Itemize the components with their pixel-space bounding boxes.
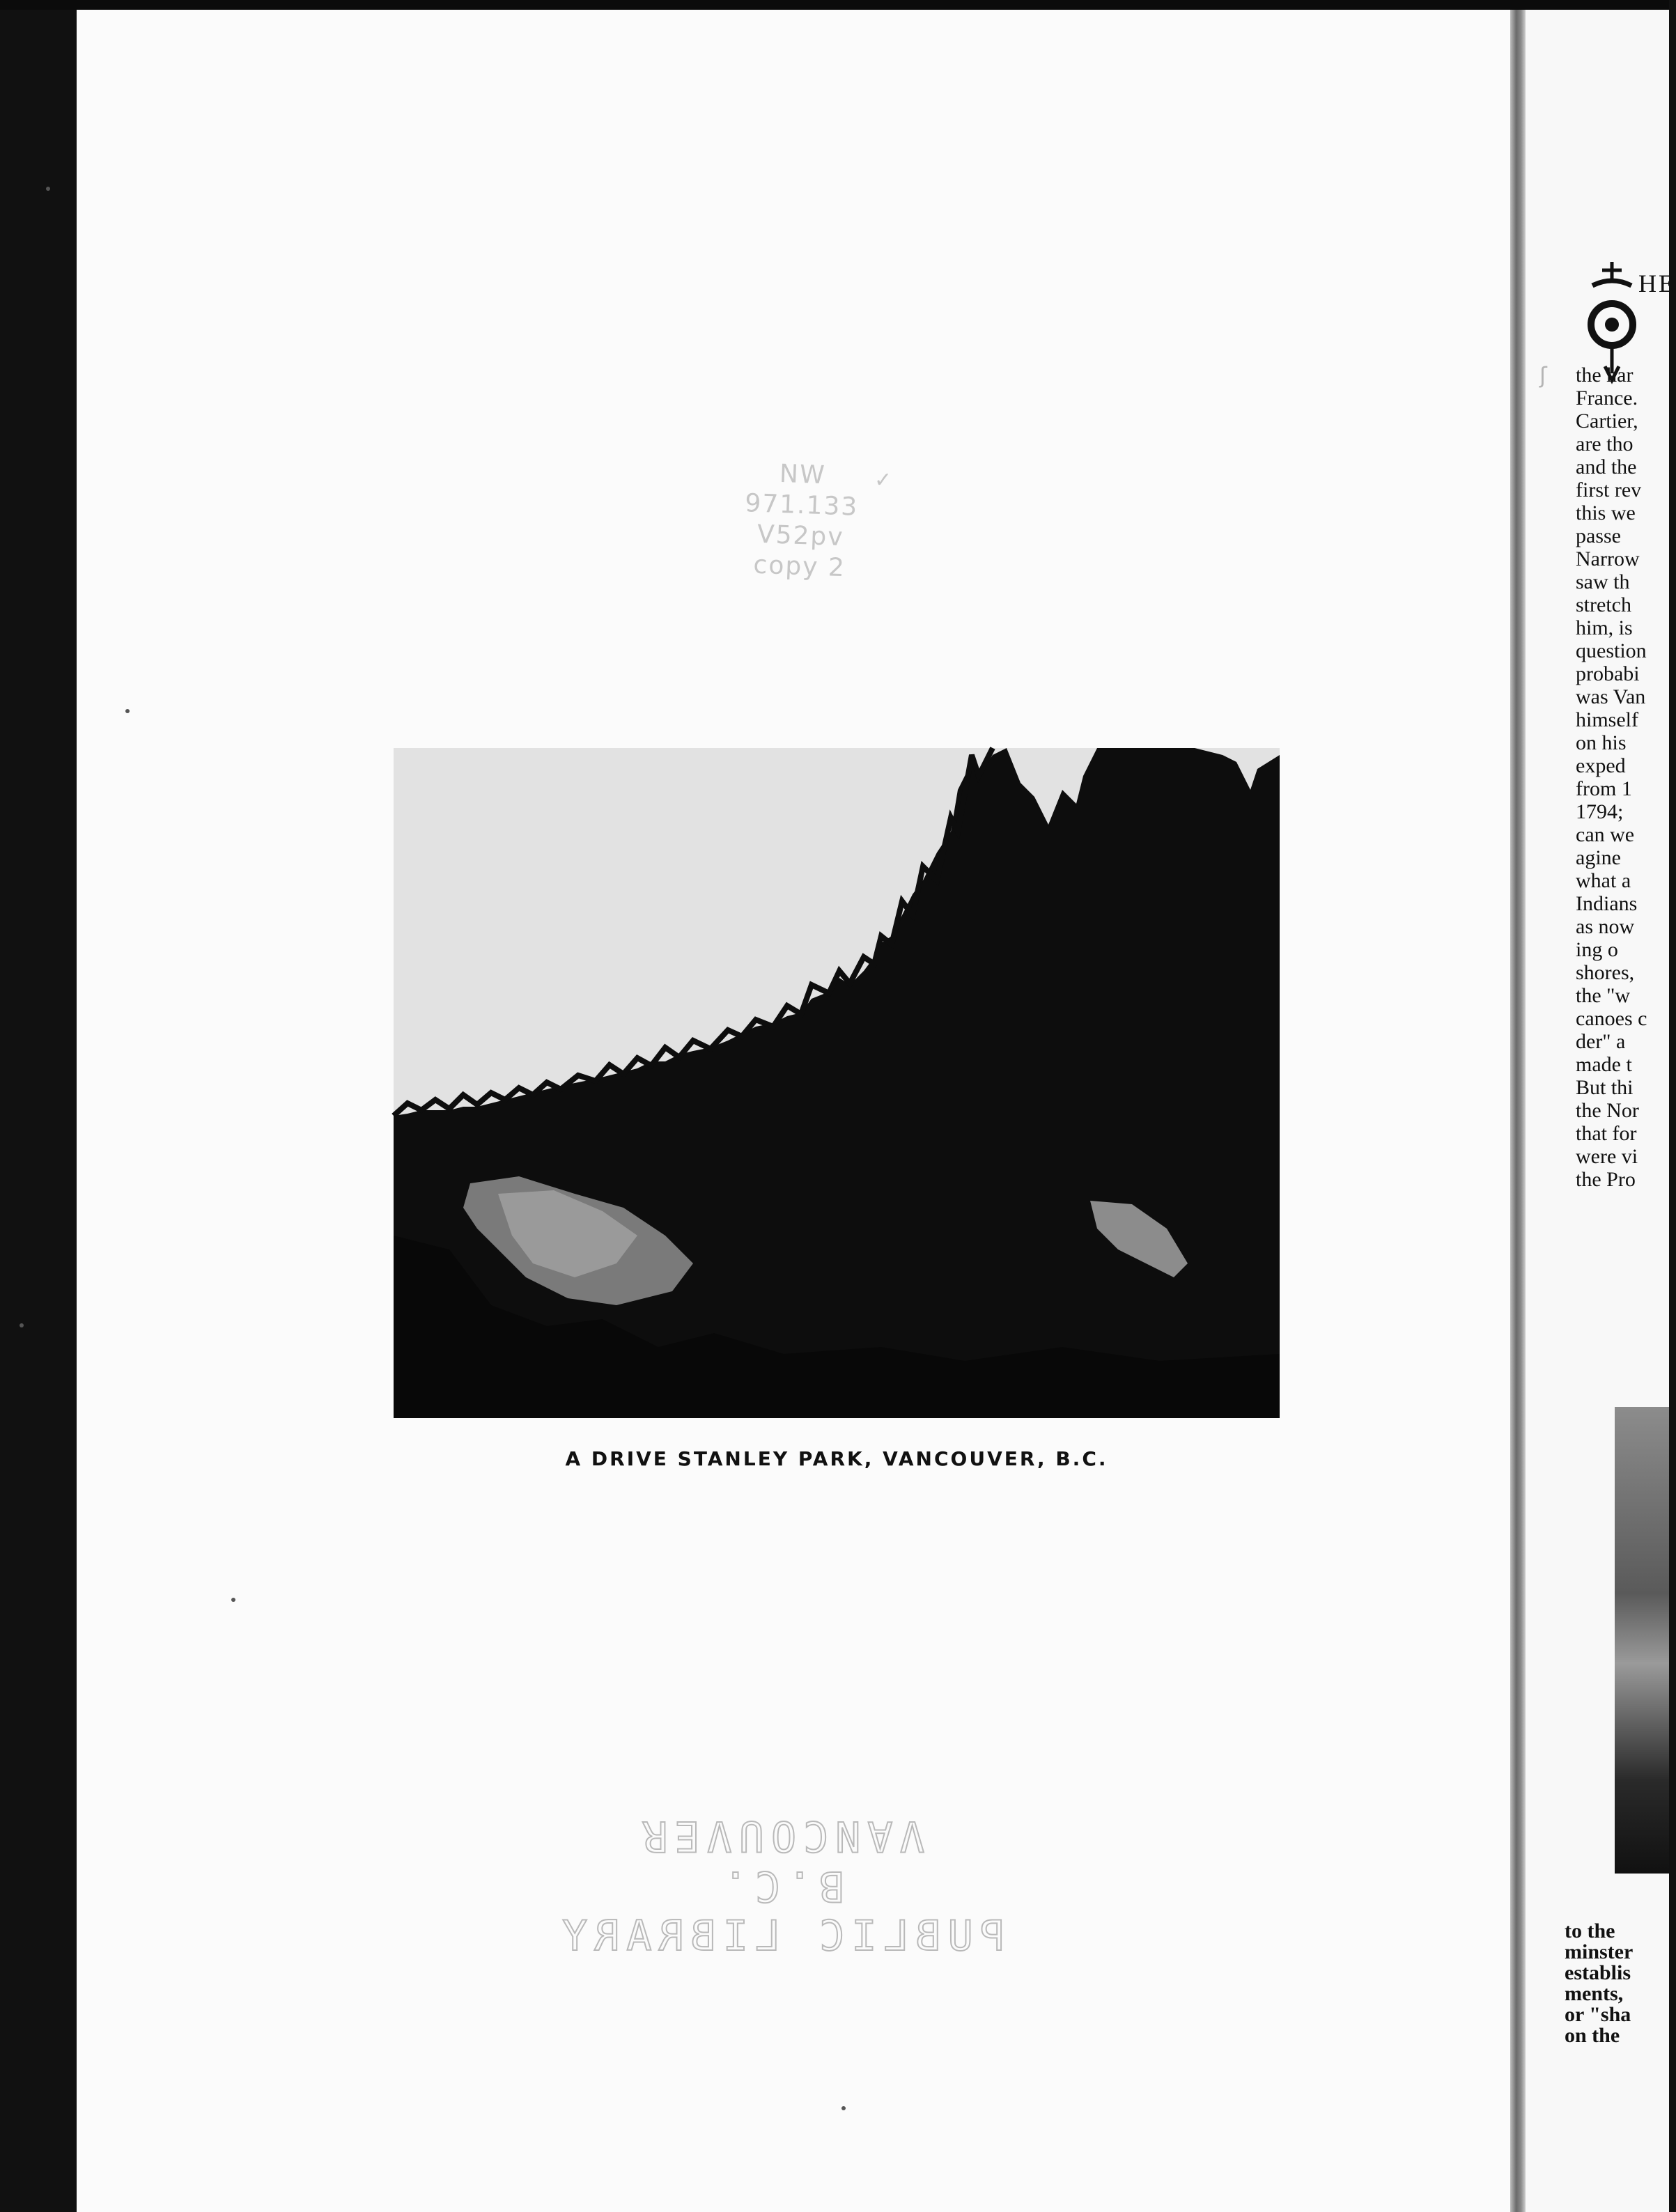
dust-speck (20, 1323, 24, 1327)
text-line: passe (1576, 524, 1621, 547)
text-line: the Nor (1576, 1099, 1639, 1122)
pencil-marks: ʃ (1539, 362, 1547, 389)
text-line: from 1 (1576, 777, 1632, 800)
text-line: Indians (1576, 892, 1638, 915)
pencil-check-mark: ✓ (874, 468, 892, 492)
text-line: first rev (1576, 478, 1642, 501)
text-line: Narrow (1576, 547, 1640, 570)
stanley-park-photo (394, 748, 1280, 1418)
dust-speck (46, 187, 50, 191)
photo-caption: A DRIVE STANLEY PARK, VANCOUVER, B.C. (565, 1447, 1108, 1470)
text-line: exped (1576, 754, 1626, 777)
text-line: 1794; (1576, 800, 1624, 823)
text-line: him, is (1576, 616, 1633, 639)
bold-text-line: ments, (1565, 1982, 1624, 2005)
text-line: canoes c (1576, 1007, 1647, 1030)
bold-text-line: or "sha (1565, 2003, 1631, 2026)
text-line: as now (1576, 915, 1635, 938)
dust-speck (841, 2106, 846, 2110)
text-line: saw th (1576, 570, 1630, 593)
dust-speck (231, 1598, 235, 1602)
text-line: France. (1576, 387, 1638, 410)
bold-text-line: on the (1565, 2024, 1620, 2047)
call-number-line: V52pv (756, 520, 845, 552)
right-page-bold-text (1565, 1921, 1669, 2046)
right-page-photo-edge (1615, 1407, 1669, 1874)
stamp-line: B.C. (715, 1862, 845, 1910)
handwritten-call-number (708, 457, 894, 586)
forest-silhouette (394, 748, 1280, 1418)
text-line: were vi (1576, 1145, 1638, 1168)
stamp-line: PUBLIC LIBRARY (555, 1912, 1005, 1961)
text-line: question (1576, 639, 1647, 662)
text-line: agine (1576, 846, 1621, 869)
text-line: himself (1576, 708, 1638, 731)
book-gutter (1510, 10, 1526, 2212)
bold-text-line: minster (1565, 1940, 1634, 1963)
text-line: was Van (1576, 685, 1646, 708)
text-line: what a (1576, 869, 1631, 892)
text-line: probabi (1576, 662, 1640, 685)
call-number-line: copy 2 (752, 550, 846, 583)
text-line: can we (1576, 823, 1635, 846)
initial-letters: HE (1638, 270, 1676, 297)
text-line: stretch (1576, 593, 1631, 616)
right-page-text-column (1576, 364, 1669, 1191)
text-line: ing o (1576, 938, 1618, 961)
text-line: this we (1576, 501, 1636, 524)
call-number-line: NW (779, 459, 827, 490)
text-line: the har (1576, 364, 1634, 387)
text-line: But thi (1576, 1076, 1634, 1099)
library-perforation-stamp (536, 1811, 1024, 1961)
text-line: on his (1576, 731, 1627, 754)
text-line: Cartier, (1576, 410, 1638, 433)
text-line: that for (1576, 1122, 1637, 1145)
text-line: are tho (1576, 433, 1634, 455)
bold-text-line: to the (1565, 1919, 1615, 1942)
bold-text-line: establis (1565, 1961, 1631, 1984)
text-line: and the (1576, 455, 1637, 478)
text-line: the Pro (1576, 1168, 1636, 1191)
call-number-line: 971.133 (744, 489, 859, 522)
text-line: der" a (1576, 1030, 1626, 1053)
text-line: the "w (1576, 984, 1631, 1007)
text-line: made t (1576, 1053, 1632, 1076)
scan-top-edge (0, 0, 1669, 10)
dust-speck (125, 709, 130, 713)
stamp-line: VANCOUVER (635, 1812, 925, 1860)
text-line: shores, (1576, 961, 1635, 984)
